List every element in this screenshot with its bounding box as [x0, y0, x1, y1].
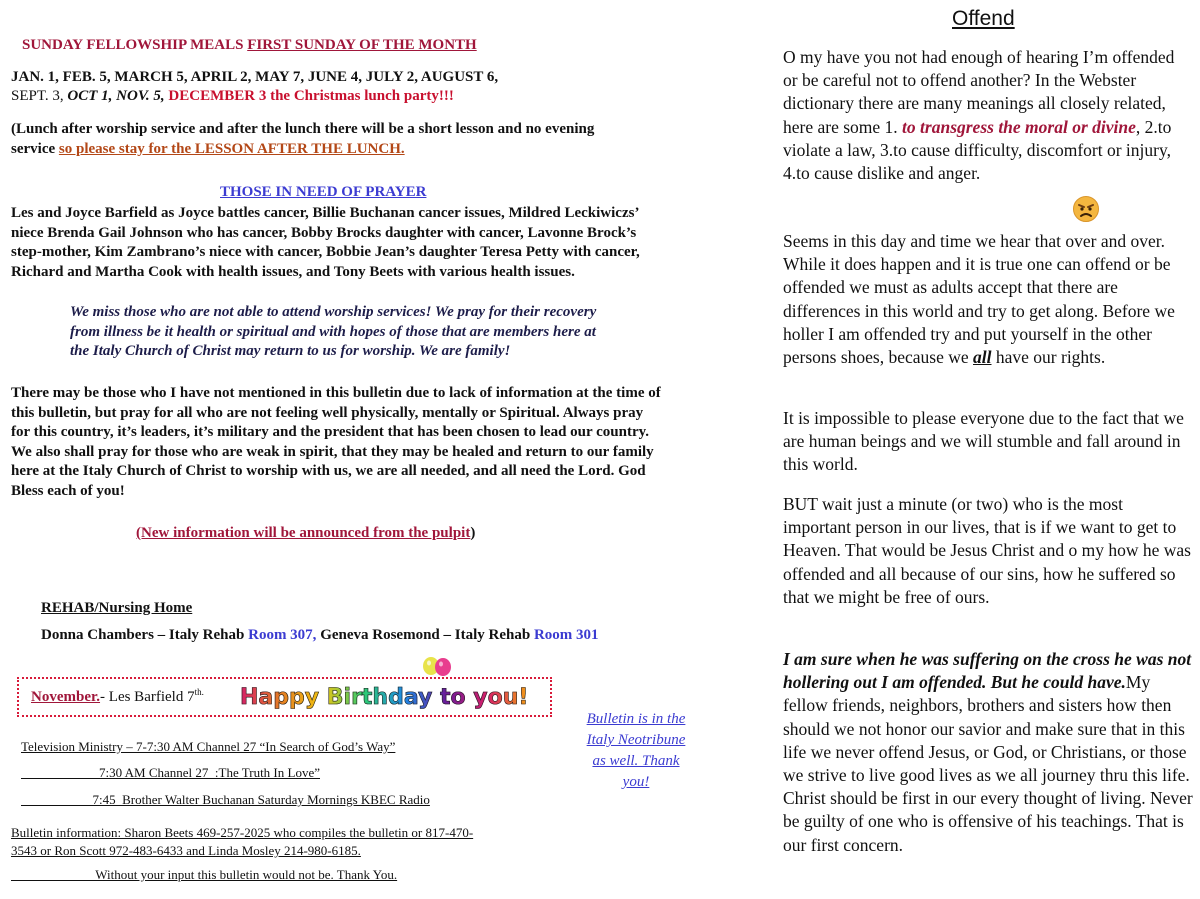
fellowship-meals-heading — [22, 37, 477, 54]
birthday-entry — [31, 687, 204, 706]
offend-paragraph-4: BUT wait just a minute (or two) who is the most important person in our lives, that is if we want to get to Heaven. That would be Jesus Christ and o my how he was offended and all because of our sins, how he suffered so that we might be free of ours. — [783, 494, 1191, 607]
dates-line-1: JAN. 1, FEB. 5, MARCH 5, APRIL 2, MAY 7, JUNE 4, JULY 2, AUGUST 6, — [11, 69, 499, 85]
prayer-weak-text: We also shall pray for those who are weak in spirit, that they may be healed and return to our family here at the Italy Church of Christ to worship with us, we are all needed, and all need the Lord. God Bless each of you! — [11, 443, 654, 499]
birthday-suffix: th. — [194, 687, 204, 697]
meal-dates — [11, 68, 611, 106]
lesson-after-lunch-link: so please stay for the LESSON AFTER THE LUNCH. — [58, 141, 405, 157]
prayer-more — [11, 384, 661, 502]
tv-ministry-line-3: 7:45 Brother Walter Buchanan Saturday Mornings KBEC Radio — [21, 792, 430, 807]
neotribune-note: Bulletin is in the Italy Neotribune as well. Thank you! — [586, 711, 686, 790]
p1-text-a: O my have you not had enough of hearing I’m offended or be careful not to offend another? In the Webster dictionary there are many meanings all closely related, here are some 1. — [783, 47, 1175, 137]
dates-oct-nov: OCT 1, NOV. 5, — [67, 88, 169, 104]
miss-you-note: We miss those who are not able to attend worship services! We pray for their recovery from illness be it health or spiritual and with hopes of those that are members here at the Italy Church of Christ may return to us for worship. We are family! — [70, 304, 597, 360]
prayer-heading: THOSE IN NEED OF PRAYER — [220, 184, 427, 200]
rehab-heading: REHAB/Nursing Home — [41, 600, 193, 616]
offend-paragraph-1 — [783, 46, 1193, 185]
christmas-party: the Christmas lunch party!!! — [266, 88, 454, 104]
balloons-icon — [421, 655, 455, 679]
angry-face-icon — [1072, 195, 1100, 223]
offend-paragraph-2 — [783, 230, 1193, 369]
offend-paragraph-3: It is impossible to please everyone due to the fact that we are human beings and we will stumble and fall around in this world. — [783, 408, 1184, 475]
offend-title: Offend — [952, 7, 1015, 30]
new-info-text: (New information will be announced from the pulpit — [136, 525, 471, 541]
dates-december: DECEMBER 3 — [168, 88, 267, 104]
lunch-note-text: (Lunch after worship service and after the lunch there will be a short lesson and no evening service — [11, 121, 595, 157]
p2-text-c: have our rights. — [991, 347, 1106, 368]
p5-text: My fellow friends, neighbors, brothers and sisters how then should we not honor our savior and make sure that in this life we never offend Jesus, or God, or Christians, or those we strive to live good lives as we all journey thru this life. Christ should be first in our every thought of living. Never be guilty of one who is offensive of his teachings. That is our first concern. — [783, 672, 1193, 855]
rehab-room-307: Room 307, — [248, 627, 317, 643]
rehab-room-301: Room 301 — [533, 627, 599, 643]
fellowship-meals-title: SUNDAY FELLOWSHIP MEALS — [22, 37, 248, 53]
rehab-donna: Donna Chambers – Italy Rehab — [41, 627, 249, 643]
p5-cross-text: I am sure when he was suffering on the cross he was not hollering out I am offended. But he could have. — [783, 649, 1192, 693]
tv-ministry-line-1: Television Ministry – 7-7:30 AM Channel 27 “In Search of God’s Way” — [21, 739, 396, 754]
happy-birthday-banner: Happy Birthday to you! — [240, 685, 529, 710]
rehab-geneva: Geneva Rosemond – Italy Rehab — [316, 627, 534, 643]
new-info-note — [136, 525, 475, 542]
prayer-list: Les and Joyce Barfield as Joyce battles cancer, Billie Buchanan cancer issues, Mildred Leckiwiczs’ niece Brenda Gail Johnson who has cancer, Bobby Brocks daughter with cancer, Lavonne Brock’s step-mother, Kim Zambrano’s niece with cancer, Bobbie Jean’s daughter Teresa Petty with cancer, Richard and Martha Cook with health issues, and Tony Beets with various health issues. — [11, 205, 640, 280]
bulletin-thanks: Without your input this bulletin would not be. Thank You. — [11, 867, 398, 882]
p2-all: all — [973, 347, 992, 368]
birthday-month: November. — [31, 689, 101, 705]
lunch-note — [11, 119, 611, 159]
prayer-more-text: There may be those who I have not mentioned in this bulletin due to lack of information at the time of this bulletin, but pray for all who are not feeling well physically, mentally or Spiritual. Always pray for this country, it’s leaders, it’s military and the president that has been chosen to lead our country. — [11, 385, 661, 441]
p1-transgress: to transgress the moral or divine — [902, 116, 1136, 137]
tv-ministry-line-2: 7:30 AM Channel 27 :The Truth In Love” — [21, 765, 320, 780]
p2-text-a: Seems in this day and time we hear that over and over. While it does happen and it is true one can offend or be offended we must as adults accept that there are differences in this world and try to get along. Before we holler I am offended try and put yourself in the other persons shoes, because we — [783, 231, 1175, 368]
bulletin-info: Bulletin information: Sharon Beets 469-257-2025 who compiles the bulletin or 817-470-3543 or Ron Scott 972-483-6433 and Linda Mosley 214-980-6185. — [11, 825, 474, 858]
new-info-close: ) — [470, 525, 476, 541]
offend-paragraph-5 — [783, 648, 1193, 857]
first-sunday-label: FIRST SUNDAY OF THE MONTH — [247, 37, 477, 53]
dates-sept: SEPT. 3, — [11, 88, 68, 104]
birthday-name: - Les Barfield 7 — [100, 689, 195, 705]
p1-text-c: , 2.to violate a law, 3.to cause difficulty, discomfort or injury, 4.to cause dislike and anger. — [783, 116, 1172, 184]
rehab-list — [41, 626, 621, 644]
